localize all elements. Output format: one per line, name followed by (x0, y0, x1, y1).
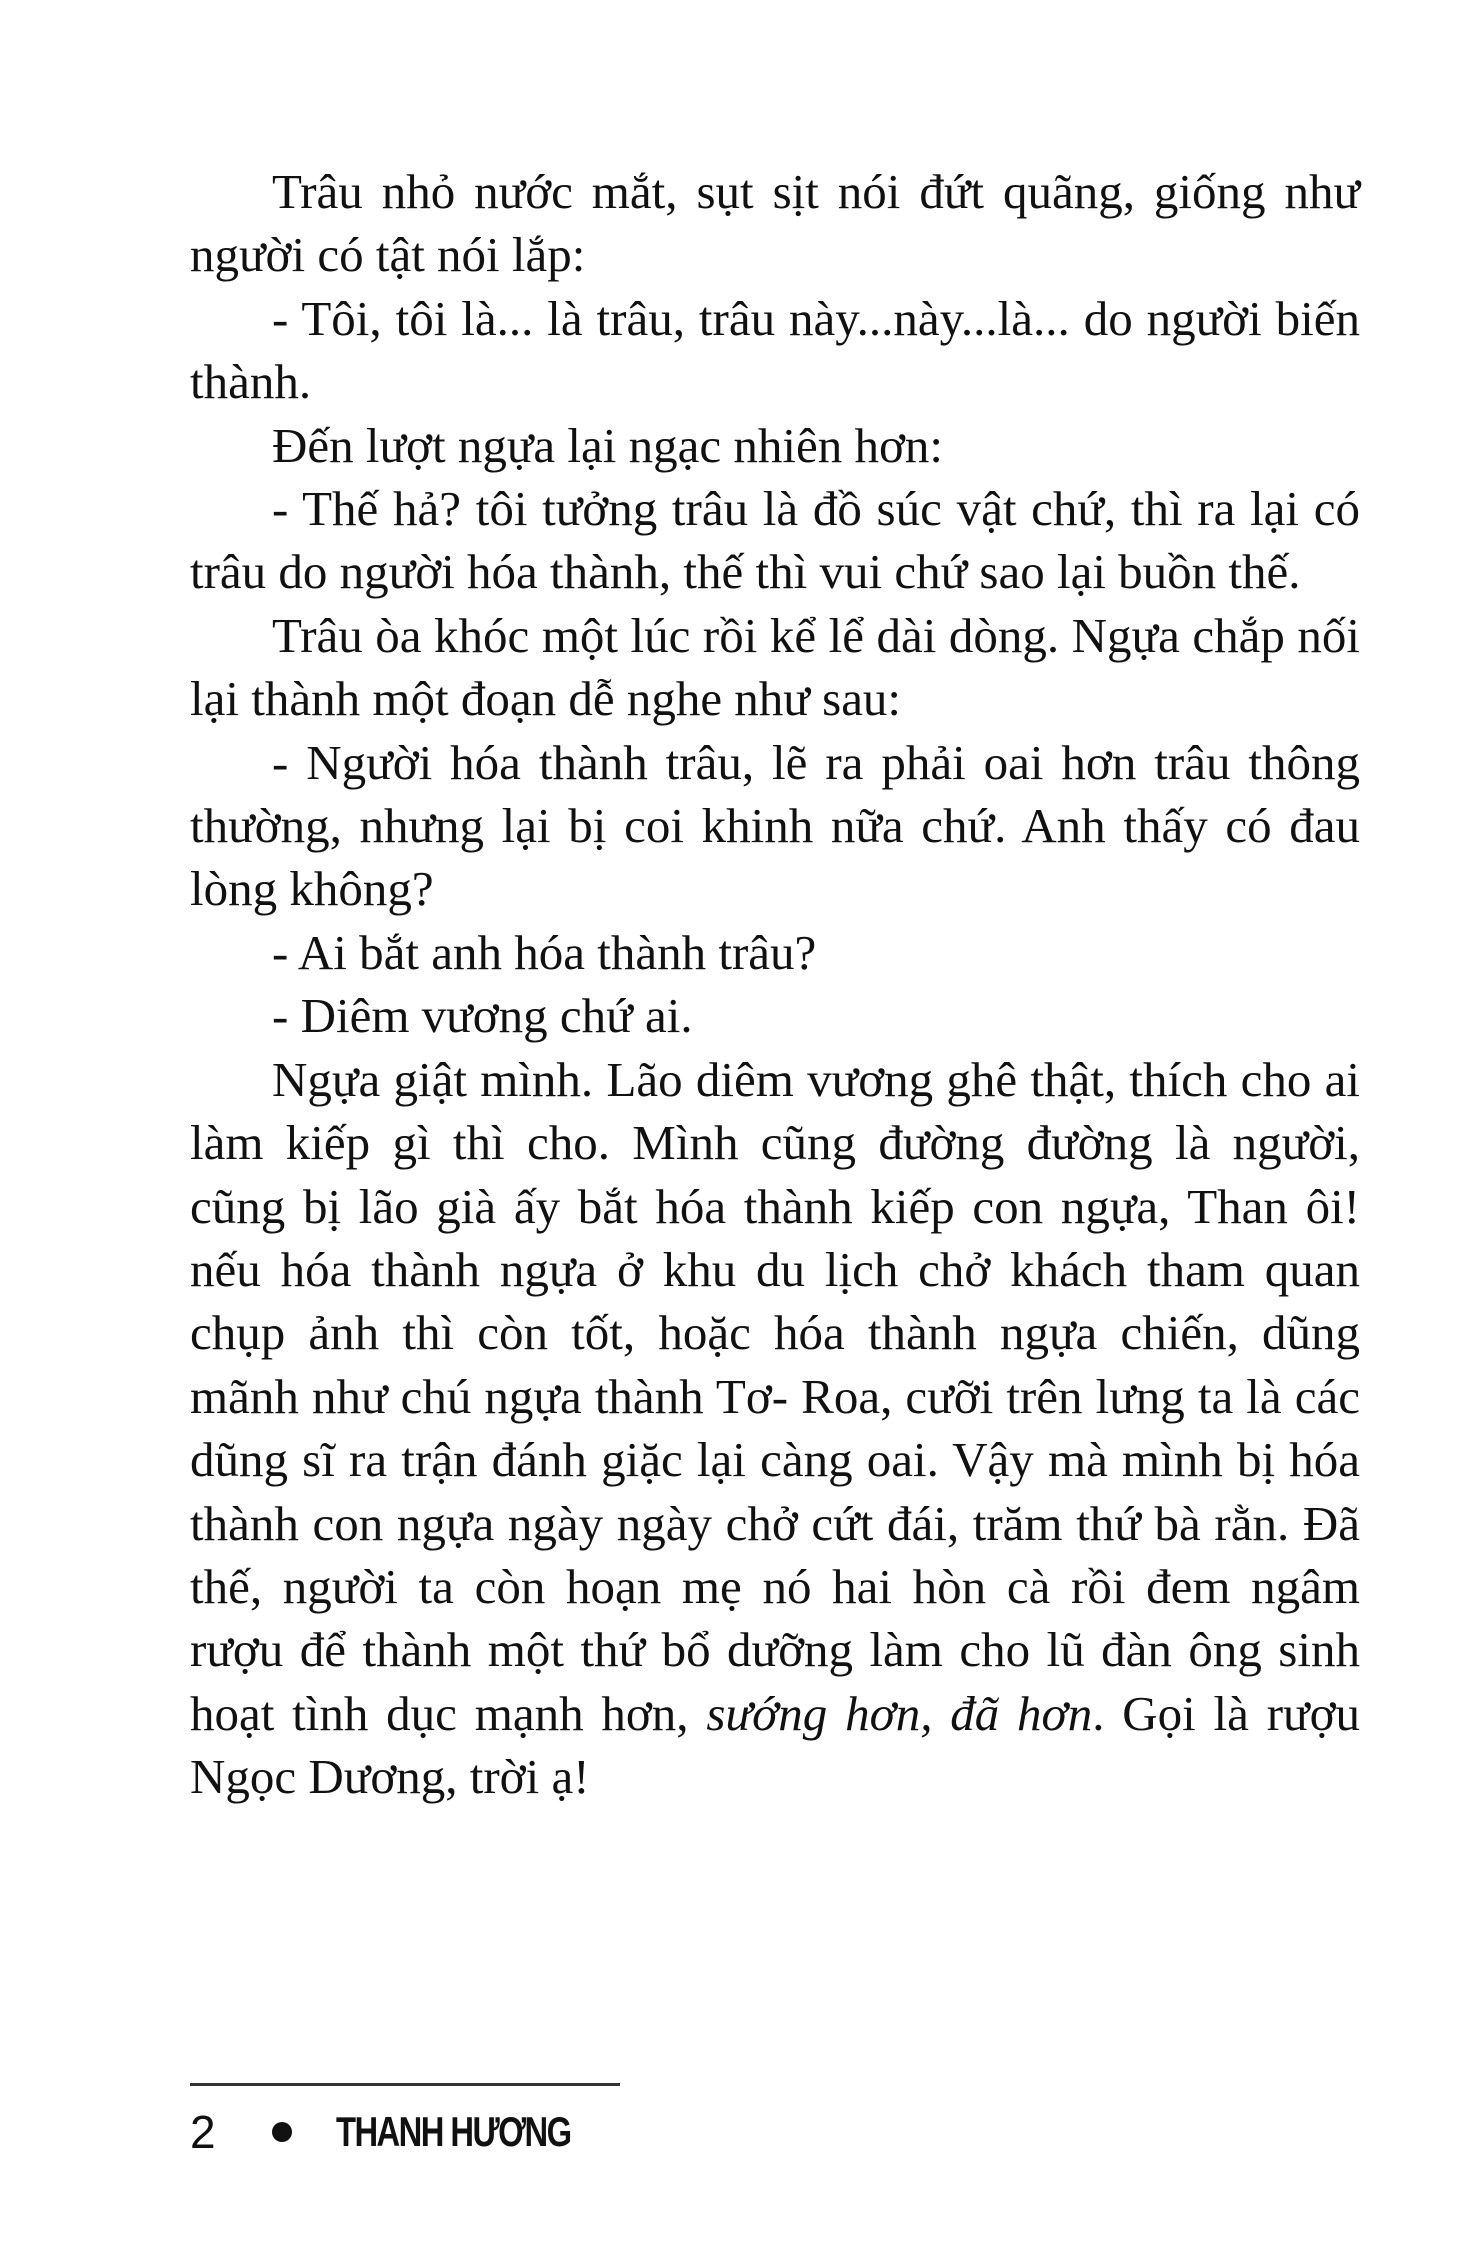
paragraph: - Ai bắt anh hóa thành trâu? (272, 924, 817, 980)
paragraph-text-end: . Gọi là rượu Ngọc Dương, trời ạ! (190, 1685, 1360, 1805)
paragraph: - Người hóa thành trâu, lẽ ra phải oai hơn trâu thông thường, nhưng lại bị coi khinh nữa chứ. Anh thấy có đau lòng không? (190, 734, 1360, 917)
paragraph-text: Ngựa giật mình. Lão diêm vương ghê thật, thích cho ai làm kiếp gì thì cho. Mình cũng đường đường là người, cũng bị lão già ấy bắt hóa thành kiếp con ngựa, Than ôi! nếu hóa thành ngựa ở khu du lịch chở khách tham quan chụp ảnh thì còn tốt, hoặc hóa thành ngựa chiến, dũng mãnh như chú ngựa thành Tơ- Roa, cưỡi trên lưng ta là các dũng sĩ ra trận đánh giặc lại càng oai. Vậy mà mình bị hóa thành con ngựa ngày ngày chở cứt đái, trăm thứ bà rằn. Đã thế, người ta còn hoạn mẹ nó hai hòn cà rồi đem ngâm rượu để thành một thứ bổ dưỡng làm cho lũ đàn ông sinh hoạt tình dục mạnh hơn, (190, 1051, 1360, 1741)
paragraph: - Thế hả? tôi tưởng trâu là đồ súc vật chứ, thì ra lại có trâu do người hóa thành, thế thì vui chứ sao lại buồn thế. (190, 481, 1360, 600)
italic-phrase: sướng hơn, đã hơn (706, 1685, 1093, 1741)
bullet-icon (272, 2122, 292, 2142)
paragraph: - Tôi, tôi là... là trâu, trâu này...này...là... do người biến thành. (190, 290, 1360, 410)
page-body (190, 160, 1360, 1809)
paragraph: Trâu nhỏ nước mắt, sụt sịt nói đứt quãng, giống như người có tật nói lắp: (190, 164, 1360, 283)
footer-rule (190, 2083, 620, 2086)
paragraph: - Diêm vương chứ ai. (272, 988, 693, 1044)
paragraph: Trâu òa khóc một lúc rồi kể lể dài dòng. Ngựa chắp nối lại thành một đoạn dễ nghe như sau: (190, 607, 1360, 727)
paragraph-long (190, 1048, 1360, 1809)
page-number: 2 (190, 2106, 216, 2158)
page-footer (190, 2102, 637, 2162)
author-name: THANH HƯƠNG (336, 2108, 571, 2155)
paragraph: Đến lượt ngựa lại ngạc nhiên hơn: (272, 417, 943, 473)
